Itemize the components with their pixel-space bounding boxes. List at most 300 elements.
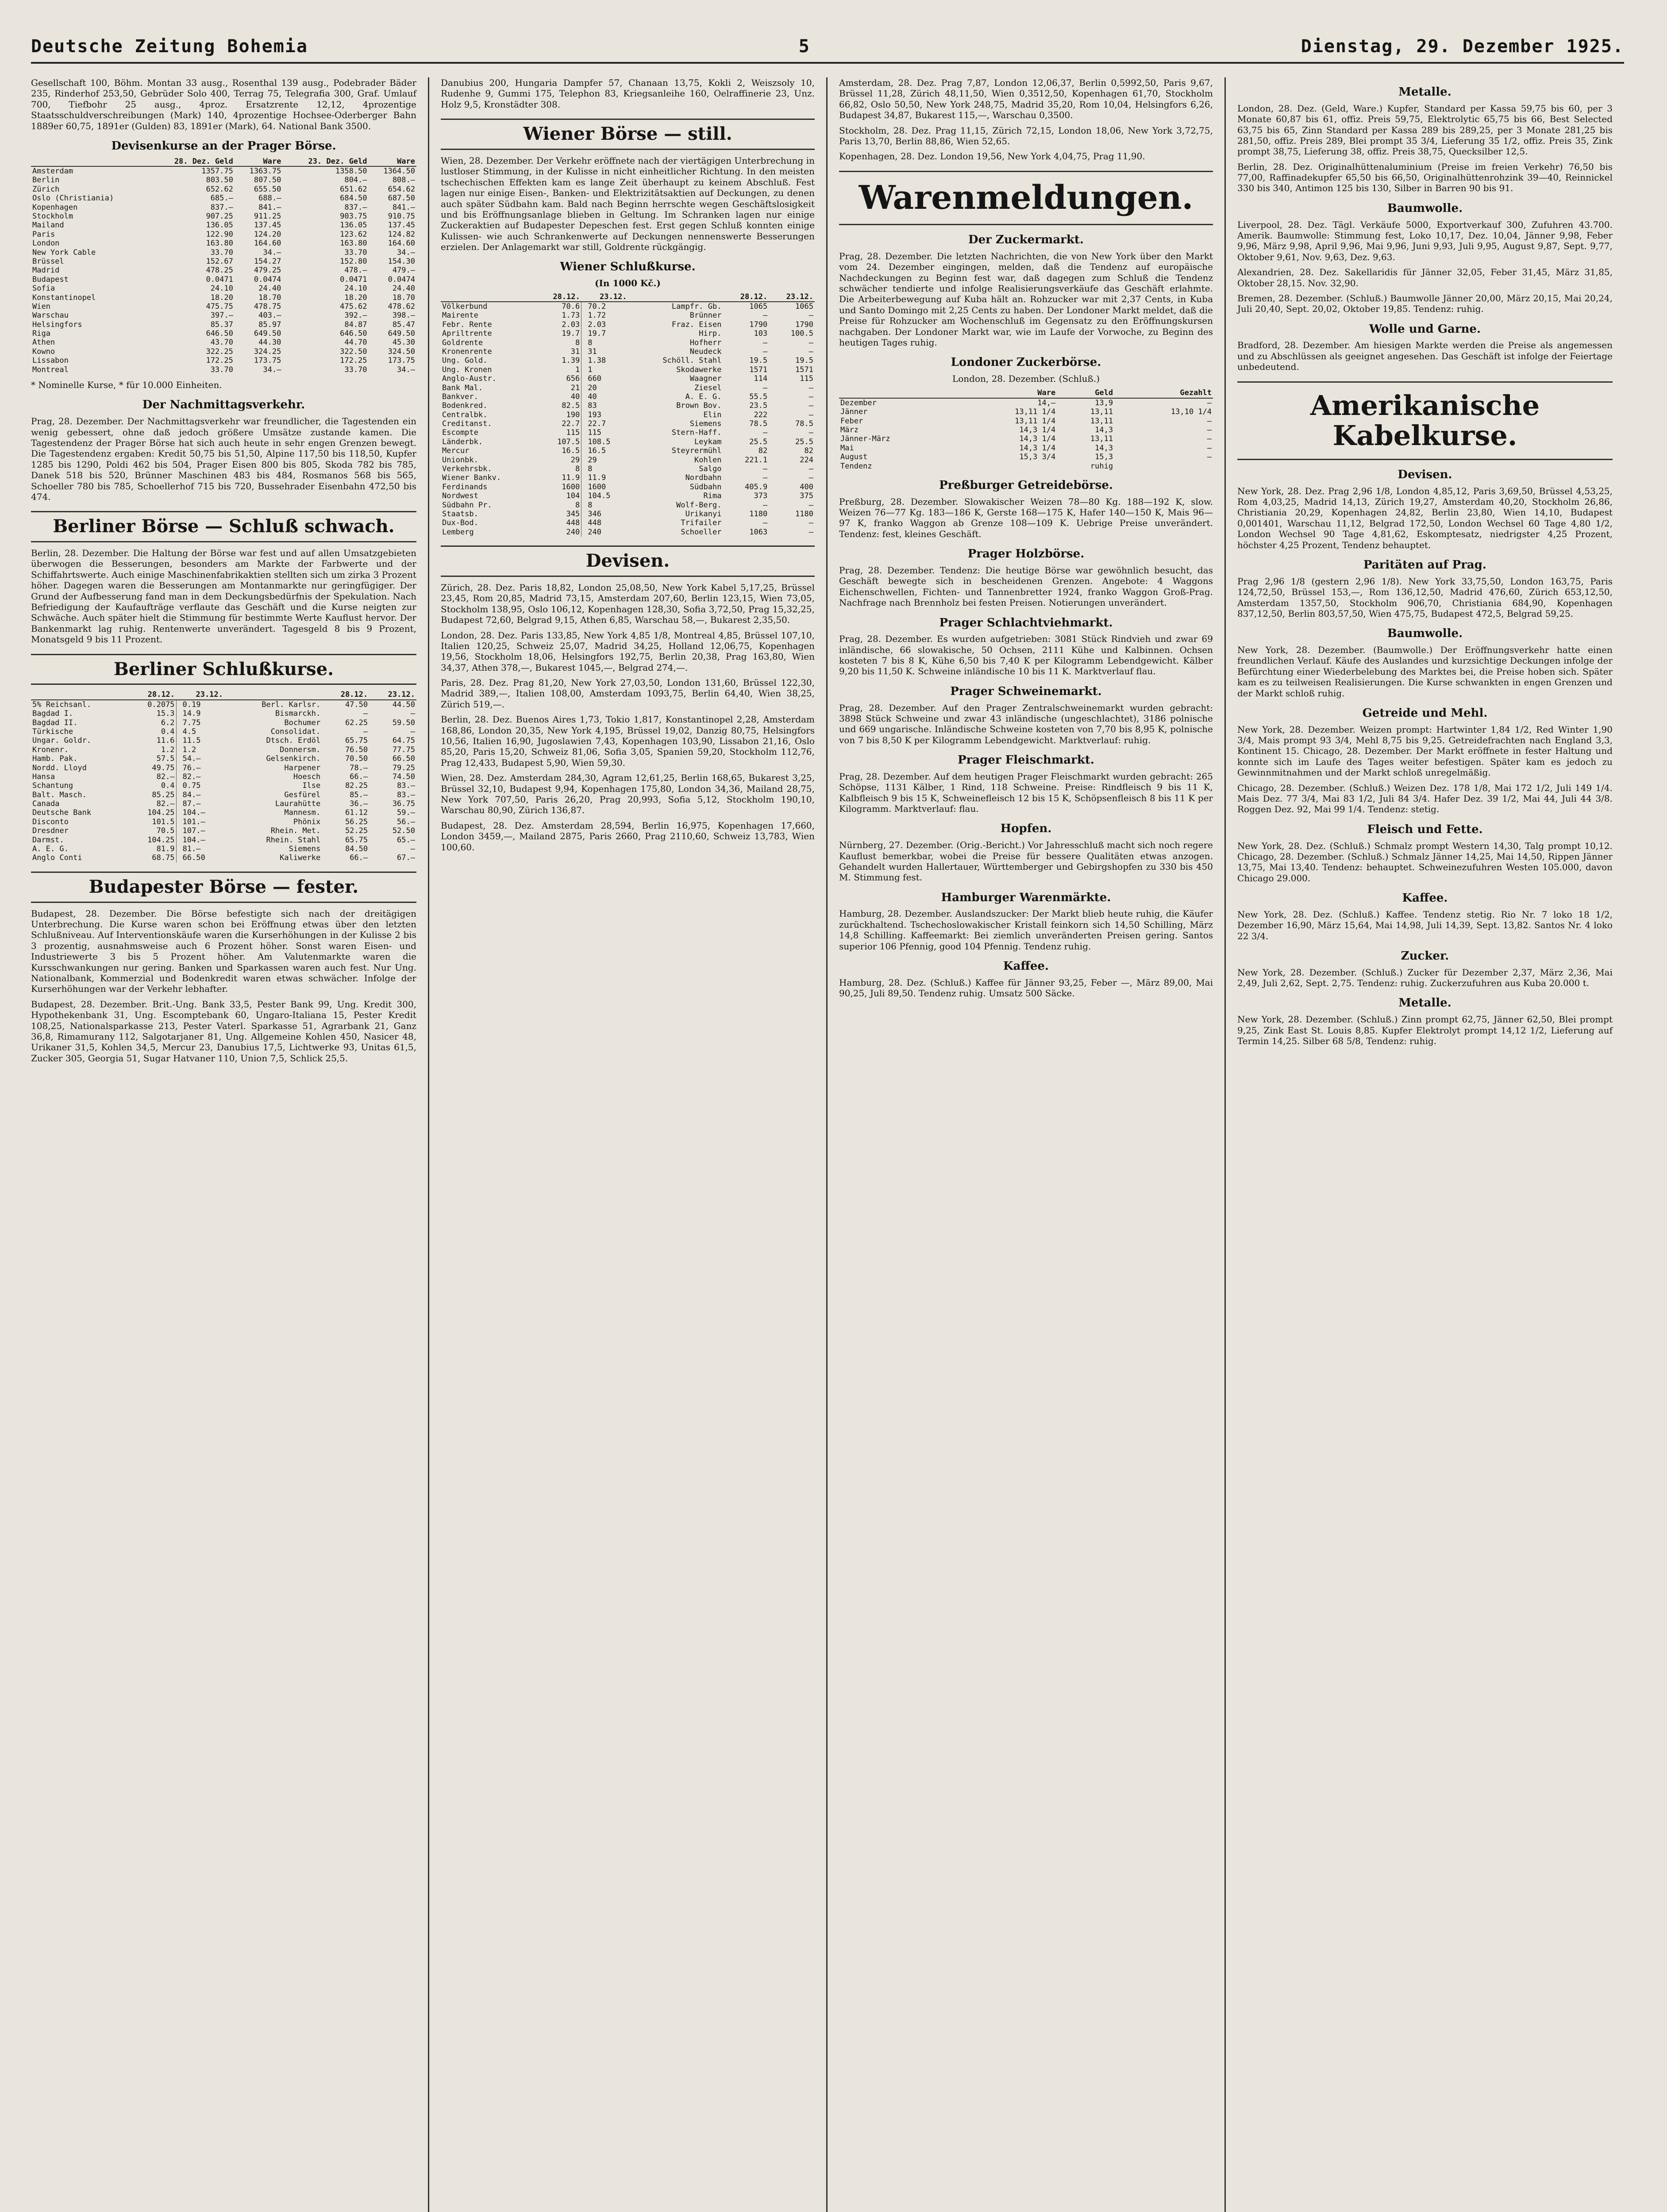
table-row bbox=[441, 311, 815, 320]
afternoon-trading-heading: Der Nachmittagsverkehr. bbox=[142, 398, 305, 412]
table-cell: 685.— bbox=[210, 194, 233, 203]
table-cell: — bbox=[762, 338, 768, 347]
table-cell: Nordbahn bbox=[685, 473, 722, 483]
table-cell: 31 bbox=[581, 347, 628, 356]
table-cell: Ilse bbox=[302, 781, 321, 791]
table-row bbox=[31, 356, 416, 365]
table-cell: 82.— bbox=[156, 772, 175, 781]
table-cell: Unionbk. bbox=[442, 455, 478, 465]
table-cell: 85.47 bbox=[392, 320, 415, 329]
us-sugar-text: New York, 28. Dezember. (Schluß.) Zucker für Dezember 2,37, März 2,36, Mai 2,49, Juli 2,62, Sept. 2,75. Tendenz: ruhig. Zuckerzufuhren aus Kuba 20.000 t. bbox=[1237, 967, 1613, 989]
table-cell: 81.9 bbox=[156, 845, 175, 854]
table-cell: 66.50 bbox=[392, 754, 415, 764]
table-cell: Südbahn bbox=[689, 482, 722, 492]
table-cell: 403.— bbox=[258, 311, 281, 320]
table-cell: 11.9 bbox=[581, 473, 628, 482]
table-cell: 8 bbox=[575, 338, 580, 347]
table-cell: Apriltrente bbox=[442, 329, 492, 338]
table-cell: 1.2 bbox=[161, 745, 175, 754]
table-cell: Jänner bbox=[840, 407, 868, 417]
table-cell: — bbox=[363, 709, 368, 718]
column-1 bbox=[31, 77, 429, 2212]
table-cell: Südbahn Pr. bbox=[442, 500, 492, 510]
table-row bbox=[31, 772, 416, 781]
table-cell: — bbox=[1207, 416, 1212, 426]
table-cell: — bbox=[410, 845, 415, 854]
table-cell: 22.7 bbox=[562, 419, 580, 429]
table-cell: Dresdner bbox=[32, 826, 69, 836]
table-cell: 479.— bbox=[392, 266, 415, 275]
paris-devisen: Paris, 28. Dez. Prag 81,20, New York 27,03,50, London 131,60, Brüssel 122,30, Madrid 389,—, Italien 108,00, Amsterdam 1093,75, Berlin 64,40, Wien 38,25, Zürich 519,—. bbox=[441, 677, 815, 710]
table-row bbox=[441, 528, 815, 537]
table-cell: — bbox=[808, 401, 813, 411]
table-cell: 475.75 bbox=[206, 302, 233, 311]
table-cell: 373 bbox=[754, 492, 768, 501]
table-row bbox=[441, 473, 815, 482]
table-cell: 1.2 bbox=[176, 745, 224, 754]
table-row bbox=[31, 700, 416, 709]
london-sugar-table bbox=[839, 388, 1213, 471]
table-row bbox=[31, 338, 416, 347]
table-cell: Hofherr bbox=[689, 338, 722, 347]
table-row bbox=[441, 428, 815, 437]
table-header bbox=[31, 690, 416, 699]
table-cell: Bodenkred. bbox=[442, 401, 488, 411]
table-cell: 34.— bbox=[263, 248, 281, 257]
table-cell: 152.67 bbox=[206, 257, 233, 266]
vienna-exchange-heading: Wiener Börse — still. bbox=[441, 119, 815, 150]
grain-flour-text: New York, 28. Dezember. Weizen prompt: Hartwinter 1,84 1/2, Red Winter 1,90 3/4, Mais prompt 93 3/4, Mehl 8,75 bis 9,25. Getreidefrachten nach England 3,3, Kontinent 15. Chicago, 28. Dezember. Der Markt eröffnete in fester Haltung und konnte sich im Laufe des Tages weiter befestigen. Später kam es jedoch zu Gewinnmitnahmen und der Markt schloß unregelmäßig. bbox=[1237, 724, 1613, 778]
table-cell: 172.25 bbox=[206, 356, 233, 365]
table-cell: — bbox=[808, 428, 813, 438]
table-cell: 652.62 bbox=[206, 184, 233, 194]
table-cell: Kopenhagen bbox=[32, 203, 78, 212]
table-cell: Wolf-Berg. bbox=[676, 500, 722, 510]
table-cell: 375 bbox=[800, 492, 813, 501]
table-cell: Paris bbox=[32, 230, 55, 239]
table-cell: 40 bbox=[581, 392, 628, 401]
table-cell: Goldrente bbox=[442, 338, 483, 347]
prague-devisen-table bbox=[31, 157, 416, 374]
zurich-devisen: Zürich, 28. Dez. Paris 18,82, London 25,08,50, New York Kabel 5,17,25, Brüssel 23,45, Rom 20,85, Madrid 73,15, Amsterdam 207,60, Berlin 123,15, Wien 73,05, Stockholm 138,95, Oslo 106,12, Kopenhagen 128,30, Sofia 3,72,50, Prag 15,32,25, Budapest 72,60, Belgrad 9,15, Athen 6,85, Warschau 58,—, Bukarest 2,35,50. bbox=[441, 582, 815, 626]
table-row bbox=[441, 419, 815, 428]
table-cell: 154.27 bbox=[254, 257, 281, 266]
budapest-exchange-text: Budapest, 28. Dezember. Die Börse befestigte sich nach der dreitägigen Unterbrechung. Die Kurse waren schon bei Eröffnung etwas über den letzten Schlußniveau. Auf Interventionskäufe waren die Kurserhöhungen in der Kulisse 2 bis 3 prozentig, ausnahmsweise auch 6 Prozent höher. Sonst waren Eisen- und Industriewerte 3 bis 5 Prozent höher. Am Valutenmarkte waren die Kursschwankungen nur gering. Banken und Sparkassen waren auch fest. Nur Ung. Nationalbank, Kommerzial und Bodenkredit waren etwas schwächer. Infolge der Kurserhöhungen war der Verkehr lebhafter. bbox=[31, 908, 416, 995]
prague-devisen-heading: Devisenkurse an der Prager Börse. bbox=[111, 139, 336, 153]
budapest-exchange-heading: Budapester Börse — fester. bbox=[31, 872, 416, 903]
table-row bbox=[839, 398, 1213, 407]
page-number: 5 bbox=[798, 36, 810, 57]
table-cell: 193 bbox=[581, 411, 628, 419]
table-cell: Ung. Gold. bbox=[442, 356, 488, 365]
table-row bbox=[31, 166, 416, 176]
table-cell: Ung. Kronen bbox=[442, 365, 492, 374]
table-cell: 78.5 bbox=[749, 419, 768, 429]
table-cell: 1 bbox=[581, 365, 628, 374]
table-row bbox=[31, 709, 416, 718]
table-cell: 1364.50 bbox=[383, 167, 415, 176]
table-cell: Mai bbox=[840, 443, 854, 453]
table-cell: März bbox=[840, 426, 859, 435]
table-cell: 646.50 bbox=[340, 329, 367, 338]
table-cell: 56.— bbox=[397, 817, 415, 826]
table-cell: Skodawerke bbox=[676, 365, 722, 374]
table-cell: 479.25 bbox=[254, 266, 281, 275]
hamburg-markets-heading: Hamburger Warenmärkte. bbox=[941, 891, 1111, 904]
column-header: 23. Dez. Geld bbox=[282, 157, 368, 166]
table-cell: 398.— bbox=[392, 311, 415, 320]
table-cell: Waagner bbox=[689, 374, 722, 384]
vienna-devisen: Wien, 28. Dez. Amsterdam 284,30, Agram 12,61,25, Berlin 168,65, Bukarest 3,25, Brüssel 32,10, Budapest 9,94, Kopenhagen 175,80, London 34,36, Mailand 28,75, New York 707,50, Paris 26,20, Prag 20,993, Sofia 5,12, Stockholm 190,10, Warschau 80,90, Zürich 136,87. bbox=[441, 772, 815, 816]
table-cell: 448 bbox=[566, 518, 580, 528]
us-devisen-heading: Devisen. bbox=[1398, 468, 1452, 481]
table-cell: 13,11 1/4 bbox=[1015, 407, 1056, 417]
column-header: Ware bbox=[369, 157, 416, 166]
table-cell: 1 bbox=[575, 365, 580, 374]
sugar-market-text: Prag, 28. Dezember. Die letzten Nachrichten, die von New York über den Markt vom 24. Dezember eingingen, melden, daß die Tendenz auf europäische Nachdeckungen zu Beginn fest war, daß dagegen zum Schluß die Tendenz schwächer tendierte und infolge Realisierungsverkäufe das Geschäft erlahmte. Die Arbeiterbewegung auf Kuba hält an. Rohzucker war mit 2,37 Cents, in Kuba und Santo Domingo mit 2,25 Cents zu haben. Der Londoner Markt meldet, daß die Preise für Rohzucker am Wochenschluß im Gegensatz zu den Eröffnungskursen nachgaben. Der Londoner Markt war, wie im Laufe der Vorwoche, zu Beginn des heutigen Tages ruhig. bbox=[839, 250, 1213, 348]
table-cell: 52.25 bbox=[345, 826, 368, 836]
table-cell: 1.73 bbox=[562, 311, 580, 320]
table-cell: — bbox=[762, 465, 768, 474]
table-cell: 322.25 bbox=[206, 347, 233, 356]
table-cell: Brown Bov. bbox=[676, 401, 722, 411]
table-cell: 83.— bbox=[397, 790, 415, 799]
table-cell: — bbox=[410, 709, 415, 718]
table-cell: Gelsenkirch. bbox=[266, 754, 321, 764]
table-cell: 29 bbox=[581, 456, 628, 465]
table-cell: 77.75 bbox=[392, 745, 415, 754]
table-row bbox=[31, 727, 416, 736]
table-cell: Türkische bbox=[32, 727, 73, 736]
table-row bbox=[441, 483, 815, 492]
table-row bbox=[441, 338, 815, 347]
coffee-text: Hamburg, 28. Dez. (Schluß.) Kaffee für Jänner 93,25, Feber —, März 89,00, Mai 90,25, Juli 89,50. Tendenz ruhig. Umsatz 500 Säcke. bbox=[839, 977, 1213, 999]
table-row bbox=[31, 781, 416, 790]
table-cell: Rhein. Stahl bbox=[266, 835, 321, 845]
table-cell: Ziesel bbox=[694, 383, 722, 392]
american-cable-heading: Amerikanische Kabelkurse. bbox=[1237, 381, 1613, 460]
table-cell: 136.05 bbox=[206, 221, 233, 230]
table-cell: 1065 bbox=[795, 302, 813, 311]
table-row bbox=[31, 365, 416, 374]
table-cell: Trifailer bbox=[681, 518, 722, 528]
table-cell: 104.5 bbox=[581, 492, 628, 500]
wool-text: Bradford, 28. Dezember. Am hiesigen Markte werden die Preise als angemessen und zu Abschlüssen als geeignet angesehen. Das Geschäft ist infolge der Feiertage unbedeutend. bbox=[1237, 340, 1613, 373]
table-row bbox=[441, 302, 815, 311]
table-cell: 70.2 bbox=[581, 302, 628, 311]
table-cell: 903.75 bbox=[340, 212, 367, 221]
table-cell: 13,10 1/4 bbox=[1170, 407, 1212, 417]
table-row bbox=[31, 836, 416, 845]
vienna-closing-heading: Wiener Schlußkurse. bbox=[560, 260, 696, 274]
table-cell: 4.5 bbox=[176, 727, 224, 736]
table-row bbox=[31, 248, 416, 257]
table-cell: 240 bbox=[566, 527, 580, 537]
table-cell: 8 bbox=[581, 338, 628, 347]
table-row bbox=[31, 293, 416, 302]
table-cell: 688.— bbox=[258, 194, 281, 203]
table-cell: 14,3 bbox=[1095, 443, 1113, 453]
berlin-devisen: Berlin, 28. Dez. Buenos Aires 1,73, Tokio 1,817, Konstantinopel 2,28, Amsterdam 168,86, London 20,35, New York 4,195, Brüssel 19,02, Danzig 80,75, Helsingfors 10,56, Italien 16,90, Jugoslawien 7,43, Kopenhagen 103,90, Lissabon 21,16, Oslo 85,20, Paris 15,20, Schweiz 81,06, Sofia 3,05, Spanien 59,20, Stockholm 112,76, Prag 12,433, Budapest 5,90, Wien 59,30. bbox=[441, 714, 815, 768]
us-metals-text: New York, 28. Dezember. (Schluß.) Zinn prompt 62,75, Jänner 62,50, Blei prompt 9,25, Zink East St. Louis 8,85. Kupfer Elektrolyt prompt 14,12 1/2, Lieferung auf Termin 14,25. Silber 68 5/8, Tendenz: ruhig. bbox=[1237, 1014, 1613, 1046]
table-row bbox=[31, 347, 416, 356]
table-cell: 76.— bbox=[176, 764, 224, 772]
table-cell: 66.— bbox=[350, 772, 368, 781]
london-devisen: London, 28. Dez. Paris 133,85, New York 4,85 1/8, Montreal 4,85, Brüssel 107,10, Italien 120,25, Schweiz 25,07, Madrid 34,25, Holland 12,06,75, Kopenhagen 19,56, Stockholm 18,06, Helsingfors 192,75, Berlin 20,38, Prag 163,80, Wien 34,37, Athen 378,—, Bukarest 1045,—, Belgrad 274,—. bbox=[441, 630, 815, 673]
table-cell: 911.25 bbox=[254, 212, 281, 221]
table-row bbox=[31, 176, 416, 184]
table-cell: 64.75 bbox=[392, 736, 415, 745]
table-row bbox=[839, 462, 1213, 471]
table-cell: Berlin bbox=[32, 176, 60, 185]
table-cell: 52.50 bbox=[392, 826, 415, 836]
table-cell: New York Cable bbox=[32, 248, 96, 257]
vienna-exchange-text: Wien, 28. Dezember. Der Verkehr eröffnete nach der viertägigen Unterbrechung in lustloser Stimmung, in der Kulisse in nicht einheitlicher Richtung. In den meisten tschechischen Effekten kam es lange Zeit überhaupt zu keinem Abschluß. Fest lagen nur einige Eisen-, Banken- und Elektrizitätsaktien auf Deckungen, zu denen auch später Südbahn kam. Bald nach Beginn herrschte wegen Geschäftslosigkeit und bis Eröffnungsanlage blieben in Geltung. Im Schranken lagen nur einige Zuckeraktien auf Budapester Depeschen fest. Erst gegen Schluß konnten einige Kulissen- wie auch Schrankenwerte auf Deckungen nennenswerte Besserungen erzielen. Der Anlagemarkt war still, Goldrente rückgängig. bbox=[441, 155, 815, 253]
table-cell: 101.— bbox=[176, 818, 224, 826]
table-cell: 33.70 bbox=[344, 365, 367, 374]
table-cell: 33.70 bbox=[210, 248, 233, 257]
table-cell: 18.20 bbox=[210, 293, 233, 302]
table-cell: 1.38 bbox=[581, 356, 628, 365]
table-cell: 190 bbox=[566, 410, 580, 419]
table-row bbox=[441, 492, 815, 500]
cattle-market-text: Prag, 28. Dezember. Es wurden aufgetrieben: 3081 Stück Rindvieh und zwar 69 inländische, 66 slowakische, 50 Ochsen, 2111 Kühe und Kalbinnen. Ochsen kosteten 7 bis 8 K, Kühe 6,50 bis 7,40 K per Kilogramm Lebendgewicht. Kälber 9,20 bis 11,50 K. Schweine inländische 10 bis 11 K. Marktverlauf flau. bbox=[839, 634, 1213, 677]
column-header: 23.12. bbox=[581, 292, 628, 302]
table-cell: 29 bbox=[570, 455, 580, 465]
table-cell: 224 bbox=[800, 455, 813, 465]
table-cell: 1357.75 bbox=[201, 167, 233, 176]
table-cell: 104.— bbox=[176, 836, 224, 845]
berlin-closing-table bbox=[31, 690, 416, 862]
table-cell: Balt. Masch. bbox=[32, 790, 87, 799]
table-cell: 34.— bbox=[397, 365, 415, 374]
table-cell: Schoeller bbox=[681, 527, 722, 537]
table-cell: 123.62 bbox=[340, 230, 367, 239]
table-cell: 11.6 bbox=[156, 736, 175, 745]
table-cell: 82.5 bbox=[562, 401, 580, 411]
columns bbox=[31, 77, 1624, 2212]
table-cell: Budapest bbox=[32, 275, 69, 284]
table-row bbox=[31, 329, 416, 338]
table-row bbox=[31, 257, 416, 266]
column-header: 28.12. bbox=[128, 690, 176, 699]
table-cell: 44.70 bbox=[344, 338, 367, 347]
table-cell: 14,3 1/4 bbox=[1019, 434, 1056, 444]
table-cell: 1790 bbox=[749, 320, 768, 329]
table-cell: 115 bbox=[566, 428, 580, 438]
table-row bbox=[441, 384, 815, 392]
table-cell: Brünner bbox=[689, 311, 722, 320]
table-cell: Kowno bbox=[32, 347, 55, 356]
table-row bbox=[31, 320, 416, 329]
table-cell: — bbox=[762, 347, 768, 356]
table-row bbox=[441, 347, 815, 356]
table-cell: 684.50 bbox=[340, 194, 367, 203]
table-cell: — bbox=[808, 465, 813, 474]
table-cell: 173.75 bbox=[254, 356, 281, 365]
table-cell: 24.40 bbox=[258, 284, 281, 293]
table-cell: 164.60 bbox=[388, 239, 415, 248]
table-row bbox=[441, 501, 815, 510]
table-row bbox=[31, 311, 416, 320]
table-cell: 104 bbox=[566, 492, 580, 501]
table-cell: 240 bbox=[581, 528, 628, 537]
table-row bbox=[441, 320, 815, 329]
budapest-devisen: Budapest, 28. Dez. Amsterdam 28,594, Berlin 16,975, Kopenhagen 17,660, London 3459,—, Mailand 2875, Paris 2660, Prag 2110,60, Schweiz 13,783, Wien 100,60. bbox=[441, 820, 815, 853]
table-cell: Amsterdam bbox=[32, 167, 73, 176]
table-cell: Helsingfors bbox=[32, 320, 82, 329]
table-cell: 36.— bbox=[350, 799, 368, 809]
table-cell: — bbox=[1207, 453, 1212, 462]
table-cell: — bbox=[808, 500, 813, 510]
parities-text: Prag 2,96 1/8 (gestern 2,96 1/8). New York 33,75,50, London 163,75, Paris 124,72,50, Brüssel 153,—, Rom 136,12,50, Madrid 476,60, Zürich 653,12,50, Amsterdam 1357,50, Stockholm 906,70, Christiania 684,90, Kopenhagen 837,12,50, Berlin 803,57,50, Wien 475,75, Budapest 472,5, Belgrad 59,25. bbox=[1237, 576, 1613, 619]
table-cell: Sofia bbox=[32, 284, 55, 293]
us-cotton-text: New York, 28. Dezember. (Baumwolle.) Der Eröffnungsverkehr hatte einen freundlichen Verlauf. Käufe des Auslandes und kurzsichtige Deckungen infolge der Befürchtung einer Wiederbelebung des Marktes bei, die Preise hoben sich. Später kam es zu teilweisen Realisierungen. Die Kurse schwankten in engen Grenzen und der Markt schloß ruhig. bbox=[1237, 645, 1613, 699]
amsterdam-devisen: Amsterdam, 28. Dez. Prag 7,87, London 12,06,37, Berlin 0,5992,50, Paris 9,67, Brüssel 11,28, Zürich 48,11,50, Wien 0,3512,50, Kopenhagen 61,70, Stockholm 66,82, Oslo 50,50, New York 248,75, Madrid 35,20, Rom 10,04, Helsingfors 6,26, Budapest 34,87, Bukarest 115,—, Warschau 0,3500. bbox=[839, 77, 1213, 121]
table-cell: Laurahütte bbox=[275, 799, 321, 809]
table-cell: 18.70 bbox=[258, 293, 281, 302]
table-cell: 687.50 bbox=[388, 194, 415, 203]
table-header bbox=[441, 292, 815, 302]
table-cell: 62.25 bbox=[345, 718, 368, 727]
table-cell: 107.5 bbox=[557, 437, 580, 446]
table-cell: 82 bbox=[804, 446, 813, 456]
table-cell: 115 bbox=[581, 428, 628, 437]
table-cell: Brüssel bbox=[32, 257, 64, 266]
table-cell: Gesfürel bbox=[284, 790, 321, 799]
table-row bbox=[31, 284, 416, 293]
table-row bbox=[31, 203, 416, 212]
us-coffee-text: New York, 28. Dez. (Schluß.) Kaffee. Tendenz stetig. Rio Nr. 7 loko 18 1/2, Dezember 16,90, März 15,64, Mai 14,98, Juli 14,39, Sept. 13,82. Santos Nr. 4 loko 22 3/4. bbox=[1237, 909, 1613, 941]
table-cell: Warschau bbox=[32, 311, 69, 320]
table-cell: 1065 bbox=[749, 302, 768, 311]
grain-flour-heading: Getreide und Mehl. bbox=[1362, 706, 1488, 720]
hamburg-markets-text: Hamburg, 28. Dezember. Auslandszucker: Der Markt blieb heute ruhig, die Käufer zurückhaltend. Tschechoslowakischer Kristall feinkorn sich 14,50 Schilling, März 14,8 Schilling. Kaffeemarkt: Bei ziemlich unveränderten Preisen gering. Santos superior 106 Pfennig, good 104 Pfennig. Tendenz ruhig. bbox=[839, 908, 1213, 952]
us-devisen-text: New York, 28. Dez. Prag 2,96 1/8, London 4,85,12, Paris 3,69,50, Brüssel 4,53,25, Rom 4,03,25, Madrid 14,13, Zürich 19,27, Amsterdam 40,20, Stockholm 26,86, Christiania 20,29, Kopenhagen 24,82, Berlin 23,80, Wien 14,10, Budapest 0,001401, Warschau 11,12, Belgrad 172,50, London Wechsel 60 Tage 4,80 1/2, London Wechsel 90 Tage 4,81,62, Eskomptesatz, niedrigster 4,25 Prozent, höchster 4,25 Prozent, Tendenz behauptet. bbox=[1237, 485, 1613, 550]
table-cell: Lissabon bbox=[32, 356, 69, 365]
table-cell: 14,3 1/4 bbox=[1019, 426, 1056, 435]
table-cell: 803.50 bbox=[206, 176, 233, 185]
table-cell: 18.20 bbox=[344, 293, 367, 302]
table-cell: Salgo bbox=[699, 465, 722, 474]
table-cell: 40 bbox=[570, 392, 580, 401]
table-cell: 44.50 bbox=[392, 700, 415, 709]
table-cell: Stern-Haff. bbox=[671, 428, 722, 438]
table-row bbox=[31, 239, 416, 248]
table-cell: 19.5 bbox=[749, 356, 768, 365]
table-cell: Rima bbox=[703, 492, 722, 501]
us-coffee-heading: Kaffee. bbox=[1402, 891, 1448, 905]
table-cell: 154.30 bbox=[388, 257, 415, 266]
table-cell: 1.39 bbox=[562, 356, 580, 365]
table-cell: 114 bbox=[754, 374, 768, 384]
table-cell: 6.2 bbox=[161, 718, 175, 727]
masthead-date: Dienstag, 29. Dezember 1925. bbox=[1301, 36, 1624, 57]
table-cell: 14,3 1/4 bbox=[1019, 443, 1056, 453]
table-cell: — bbox=[808, 383, 813, 392]
table-cell: 172.25 bbox=[340, 356, 367, 365]
table-cell: 47.50 bbox=[345, 700, 368, 709]
table-cell: Riga bbox=[32, 329, 50, 338]
afternoon-trading-text: Prag, 28. Dezember. Der Nachmittagsverkehr war freundlicher, die Tagestenden ein wenig gebessert, ohne daß jedoch größere Umsätze zustande kamen. Die Tagestendenz der Prager Börse hat sich auch heute in sehr engen Grenzen bewegt. Die Tagestendenz ergaben: Kredit 50,75 bis 51,50, Alpine 117,50 bis 118,50, Kupfer 1285 bis 1290, Poldi 462 bis 504, Prager Eisen 800 bis 805, Skoda 782 bis 785, Danek 518 bis 520, Brünner Maschinen 483 bis 484, Rosmanos 568 bis 565, Schoeller 780 bis 785, Schoellerhof 715 bis 720, Bussehrader Eisenbahn 472,50 bis 474. bbox=[31, 416, 416, 502]
table-cell: 104.25 bbox=[147, 808, 175, 818]
table-cell: 173.75 bbox=[388, 356, 415, 365]
berlin-exchange-text: Berlin, 28. Dezember. Die Haltung der Börse war fest und auf allen Umsatzgebieten überwogen die Besserungen, besonders am Markte der Farbwerte und der Schiffahrtswerte. Auch einige Maschinenfabrikaktien stellten sich um zirka 3 Prozent höher. Dagegen waren die Besserungen am Montanmarkte nur geringfügiger. Der Grund der Aufbesserung fand man in dem Deckungsbedürfnis der Spekulation. Nach Befriedigung der Kaufaufträge verflaute das Geschäft und die Kurse neigten zur Schwäche. Auch später hielt die Stimmung für bestimmte Werte Kauflust hervor. Der Bankenmarkt lag ruhig. Rentenwerte unverändert. Tagesgeld 8 bis 9 Prozent, Monatsgeld 9 bis 11 Prozent. bbox=[31, 548, 416, 645]
table-cell: — bbox=[808, 473, 813, 483]
table-cell: 324.50 bbox=[388, 347, 415, 356]
berlin-closing-heading: Berliner Schlußkurse. bbox=[31, 654, 416, 685]
table-cell: 0.75 bbox=[176, 781, 224, 790]
meat-fats-heading: Fleisch und Fette. bbox=[1367, 822, 1483, 836]
table-cell: 13,9 bbox=[1095, 398, 1113, 407]
table-row bbox=[441, 392, 815, 401]
table-row bbox=[31, 808, 416, 817]
table-cell: Phönix bbox=[293, 817, 321, 826]
table-cell: 1363.75 bbox=[249, 167, 281, 176]
table-row bbox=[31, 764, 416, 772]
table-cell: 15.3 bbox=[156, 709, 175, 718]
table-row bbox=[31, 818, 416, 826]
table-row bbox=[441, 411, 815, 419]
us-sugar-heading: Zucker. bbox=[1401, 949, 1449, 963]
table-row bbox=[839, 426, 1213, 434]
table-cell: Lemberg bbox=[442, 527, 474, 537]
table-cell: — bbox=[1207, 434, 1212, 444]
table-cell: Nordwest bbox=[442, 492, 478, 501]
table-row bbox=[839, 444, 1213, 453]
table-row bbox=[31, 230, 416, 239]
table-cell: Bagdad II. bbox=[32, 718, 78, 727]
table-cell: 101.5 bbox=[152, 817, 175, 826]
table-cell: London bbox=[32, 239, 60, 248]
table-cell: Disconto bbox=[32, 817, 69, 826]
table-cell: 1.72 bbox=[581, 311, 628, 320]
table-cell: 8 bbox=[581, 465, 628, 473]
table-cell: Anglo Conti bbox=[32, 853, 82, 863]
table-cell: Darmst. bbox=[32, 835, 64, 845]
table-row bbox=[441, 456, 815, 465]
table-cell: Lampfr. Gb. bbox=[671, 302, 722, 311]
table-cell: 18.70 bbox=[392, 293, 415, 302]
table-cell: 66.— bbox=[350, 853, 368, 863]
table-cell: 83.— bbox=[397, 781, 415, 791]
table-cell: 124.82 bbox=[388, 230, 415, 239]
table-row bbox=[441, 401, 815, 410]
table-cell: 1790 bbox=[795, 320, 813, 329]
parities-heading: Paritäten auf Prag. bbox=[1363, 558, 1486, 572]
stockholm-devisen: Stockholm, 28. Dez. Prag 11,15, Zürich 72,15, London 18,06, New York 3,72,75, Paris 13,70, Berlin 88,86, Wien 52,65. bbox=[839, 125, 1213, 146]
table-cell: Wiener Bankv. bbox=[442, 473, 501, 483]
table-cell: — bbox=[762, 428, 768, 438]
column-header: 28.12. bbox=[535, 292, 581, 302]
column-header bbox=[441, 292, 535, 302]
table-cell: 67.— bbox=[397, 853, 415, 863]
table-row bbox=[441, 438, 815, 446]
table-cell: 478.— bbox=[344, 266, 367, 275]
table-cell: 31 bbox=[570, 347, 580, 356]
grain-exchange-text: Preßburg, 28. Dezember. Slowakischer Weizen 78—80 Kg. 188—192 K, slow. Weizen 76—77 Kg. 183—186 K, Gerste 168—175 K, Hafer 140—150 K, Mais 96—97 K, franko Waggon ab Grenze 108—109 K. Uebrige Preise unverändert. Tendenz: fest, kleines Geschäft. bbox=[839, 496, 1213, 539]
table-row bbox=[839, 417, 1213, 426]
table-cell: Stockholm bbox=[32, 212, 73, 221]
table-row bbox=[31, 791, 416, 799]
table-cell: 0.0474 bbox=[388, 275, 415, 284]
table-cell: 0.0471 bbox=[206, 275, 233, 284]
column-header: 28. Dez. Geld bbox=[149, 157, 235, 166]
column-header: Gezahlt bbox=[1114, 388, 1213, 398]
prague-stocks-intro: Gesellschaft 100, Böhm. Montan 33 ausg., Rosenthal 139 ausg., Podebrader Bäder 235, Rinderhof 253,50, Gebrüder Solo 400, Terrag 75, Telegrafia 300, Graf. Umlauf 700, Tiefbohr 25 ausg., 4proz. Ersatzrente 12,12, 4prozentige Staatsschuldverschreibungen (Mark) 140, 4prozentige Hochsee-Oderberger Bahn 1889er 60,75, 1891er (Gulden) 83, 1891er (Mark), 64. National Bank 3500. bbox=[31, 77, 416, 131]
chicago-grain-text: Chicago, 28. Dezember. (Schluß.) Weizen Dez. 178 1/8, Mai 172 1/2, Juli 149 1/4. Mais Dez. 77 3/4, Mai 83 1/2, Juli 84 3/4. Hafer Dez. 39 1/2, Mai 44, Juli 44 3/8. Roggen Dez. 92, Mai 99 1/4. Tendenz: stetig. bbox=[1237, 782, 1613, 815]
column-header: 23.12. bbox=[369, 690, 416, 699]
